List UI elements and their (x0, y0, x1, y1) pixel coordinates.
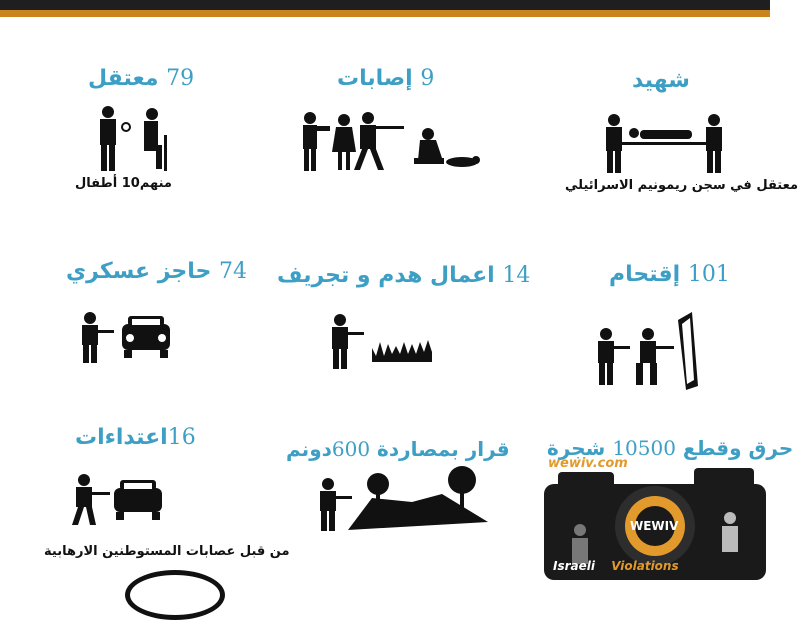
demolition-pictogram (328, 312, 438, 370)
watermark-footer-right: Violations (611, 559, 679, 573)
watermark-footer (553, 559, 679, 573)
martyr-pictogram (600, 112, 730, 174)
checkpoints-title: 74 حاجز عسكري (66, 259, 248, 284)
detainees-pictogram (92, 105, 182, 175)
raids-pictogram (594, 310, 704, 390)
bottom-shape (125, 570, 225, 620)
martyr-subtitle: معتقل في سجن ريمونيم الاسرائيلي (565, 178, 798, 193)
detainees-subtitle: منهم10 أطفال (75, 176, 172, 191)
watermark-url: wewiv.com (548, 456, 628, 471)
watermark-logo-text: WEWIV (630, 519, 679, 533)
checkpoints-pictogram (78, 312, 178, 364)
assaults-title: 16اعتداءات (75, 425, 196, 450)
confiscation-pictogram (292, 462, 492, 532)
raids-title: 101 إقتحام (609, 262, 730, 287)
martyr-title: شهيد (632, 68, 690, 93)
header-dark-bar (0, 0, 770, 10)
injuries-title: 9 إصابات (337, 66, 435, 91)
injuries-pictogram (300, 110, 480, 172)
assaults-pictogram (70, 474, 170, 526)
assaults-subtitle: من قبل عصابات المستوطنين الارهابية (44, 544, 290, 559)
header-orange-bar (0, 10, 770, 17)
confiscation-title: قرار بمصاردة 600دونم (286, 437, 510, 461)
watermark-footer-left: Israeli (553, 559, 595, 573)
demolition-title: 14 اعمال هدم و تجريف (277, 263, 531, 288)
trees-title: حرق وقطع 10500 شجرة (547, 436, 794, 460)
detainees-title: 79 معتقل (88, 66, 195, 91)
